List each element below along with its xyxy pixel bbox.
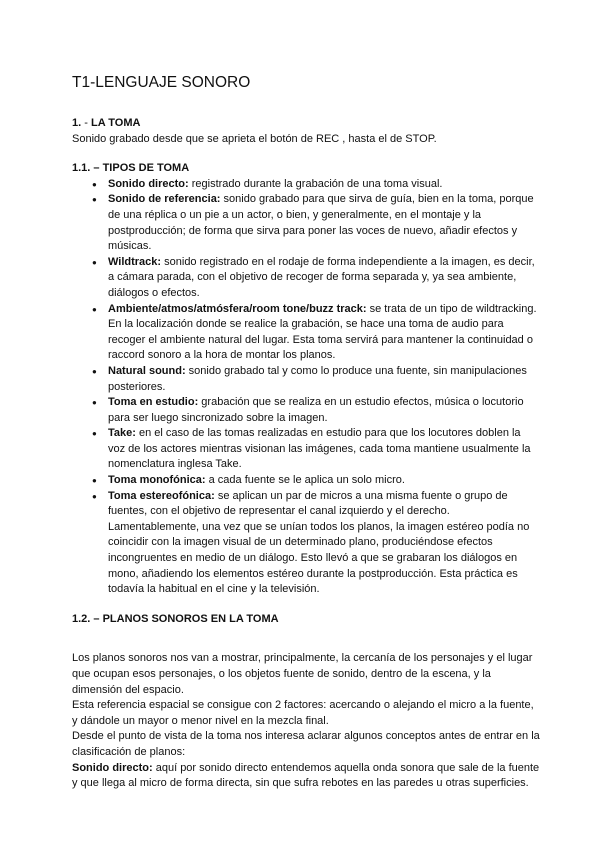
list-item — [108, 364, 540, 395]
list-item-text: en el caso de las tomas realizadas en estudio para que los locutores doblen la voz de los actores mientras visionan las imágenes, cada toma mantiene usualmente la nomenclatura inglesa Take. — [108, 427, 531, 471]
list-item-text: grabación que se realiza en un estudio efectos, música o locutorio para ser luego sincronizado sobre la imagen. — [108, 396, 524, 424]
toma-types-list — [72, 177, 540, 598]
list-item-term: Ambiente/atmos/atmósfera/room tone/buzz track: — [108, 302, 367, 315]
section-1-2-paragraph-1: Los planos sonoros nos van a mostrar, principalmente, la cercanía de los personajes y el lugar que ocupan esos personajes, o los objetos fuente de sonido, dentro de la escena, y la dimensión del espacio. — [72, 652, 533, 696]
list-item — [108, 473, 540, 489]
list-item — [108, 426, 540, 473]
list-item-term: Toma en estudio: — [108, 396, 199, 409]
section-1-text: Sonido grabado desde que se aprieta el botón de REC , hasta el de STOP. — [72, 132, 437, 145]
section-1-2-heading: 1.2. – PLANOS SONOROS EN LA TOMA — [72, 612, 279, 625]
list-item — [108, 302, 540, 364]
section-1-dash: - — [84, 117, 91, 129]
list-item — [108, 177, 540, 193]
section-1-title: LA TOMA — [90, 117, 141, 129]
list-item — [108, 395, 540, 426]
list-item-text: se aplican un par de micros a una misma fuente o grupo de fuentes, con el objetivo de representar el canal izquierdo y el derecho. Lamentablemente, una vez que se unían todos los planos, la imagen estéreo podía no coincidir con la imagen visual de un determinado plano, produciéndose efectos incongruentes en medio de un diálogo. Esto llevó a que se grabaran los diálogos en mono, añadiendo los elementos estéreo durante la postproducción. Esta práctica es todavía la habitual en el cine y la televisión. — [108, 489, 530, 596]
list-item-term: Take: — [108, 427, 136, 440]
section-1-number: 1. — [72, 117, 85, 129]
list-item-text: registrado durante la grabación de una toma visual. — [188, 177, 443, 190]
section-1-2-paragraph-3: Desde el punto de vista de la toma nos interesa aclarar algunos conceptos antes de entrar en la clasificación de planos: — [72, 730, 540, 758]
section-1-heading — [72, 116, 540, 132]
list-item-term: Natural sound: — [108, 364, 186, 377]
list-item-text: sonido registrado en el rodaje de forma independiente a la imagen, es decir, a cámara parada, con el objetivo de recoger de forma separada y, ya sea ambiente, diálogos o efectos. — [108, 255, 535, 299]
paragraph-text: aquí por sonido directo entendemos aquella onda sonora que sale de la fuente y que llega al micro de forma directa, sin que sufra rebotes en las paredes u otras superficies. — [72, 761, 540, 790]
spacer — [72, 598, 540, 612]
list-item-term: Toma monofónica: — [108, 474, 206, 487]
spacer — [72, 627, 540, 651]
list-item — [108, 192, 540, 254]
spacer — [72, 147, 540, 161]
list-item-term: Wildtrack: — [108, 255, 162, 268]
list-item-term: Sonido directo: — [108, 177, 189, 190]
section-1-1-heading: 1.1. – TIPOS DE TOMA — [72, 162, 190, 175]
list-item — [108, 255, 540, 302]
list-item-term: Toma estereofónica: — [108, 489, 215, 502]
document-title: T1-LENGUAJE SONORO — [72, 74, 251, 91]
paragraph-term: Sonido directo: — [72, 761, 153, 774]
list-item-text: sonido grabado tal y como lo produce una fuente, sin manipulaciones posteriores. — [108, 364, 527, 393]
list-item-text: se trata de un tipo de wildtracking. En la localización donde se realice la grabación, se hace una toma de audio para recoger el ambiente natural del lugar. Esta toma servirá para mantener la continuidad o raccord sonoro a la hora de montar los planos. — [108, 302, 537, 362]
list-item-term: Sonido de referencia: — [108, 193, 221, 206]
section-1-2-paragraph-4 — [72, 761, 540, 792]
list-item-text: a cada fuente se le aplica un solo micro. — [205, 474, 405, 487]
section-1-2-paragraph-2: Esta referencia espacial se consigue con 2 factores: acercando o alejando el micro a la fuente, y dándole un mayor o menor nivel en la mezcla final. — [72, 699, 534, 727]
list-item-text: sonido grabado para que sirva de guía, bien en la toma, porque de una réplica o un pie a un actor, o bien, y generalmente, en el montaje y la postproducción; de forma que sirva para poner las voces de nuevo, añadir efectos y músicas. — [108, 193, 534, 253]
list-item — [108, 489, 540, 598]
